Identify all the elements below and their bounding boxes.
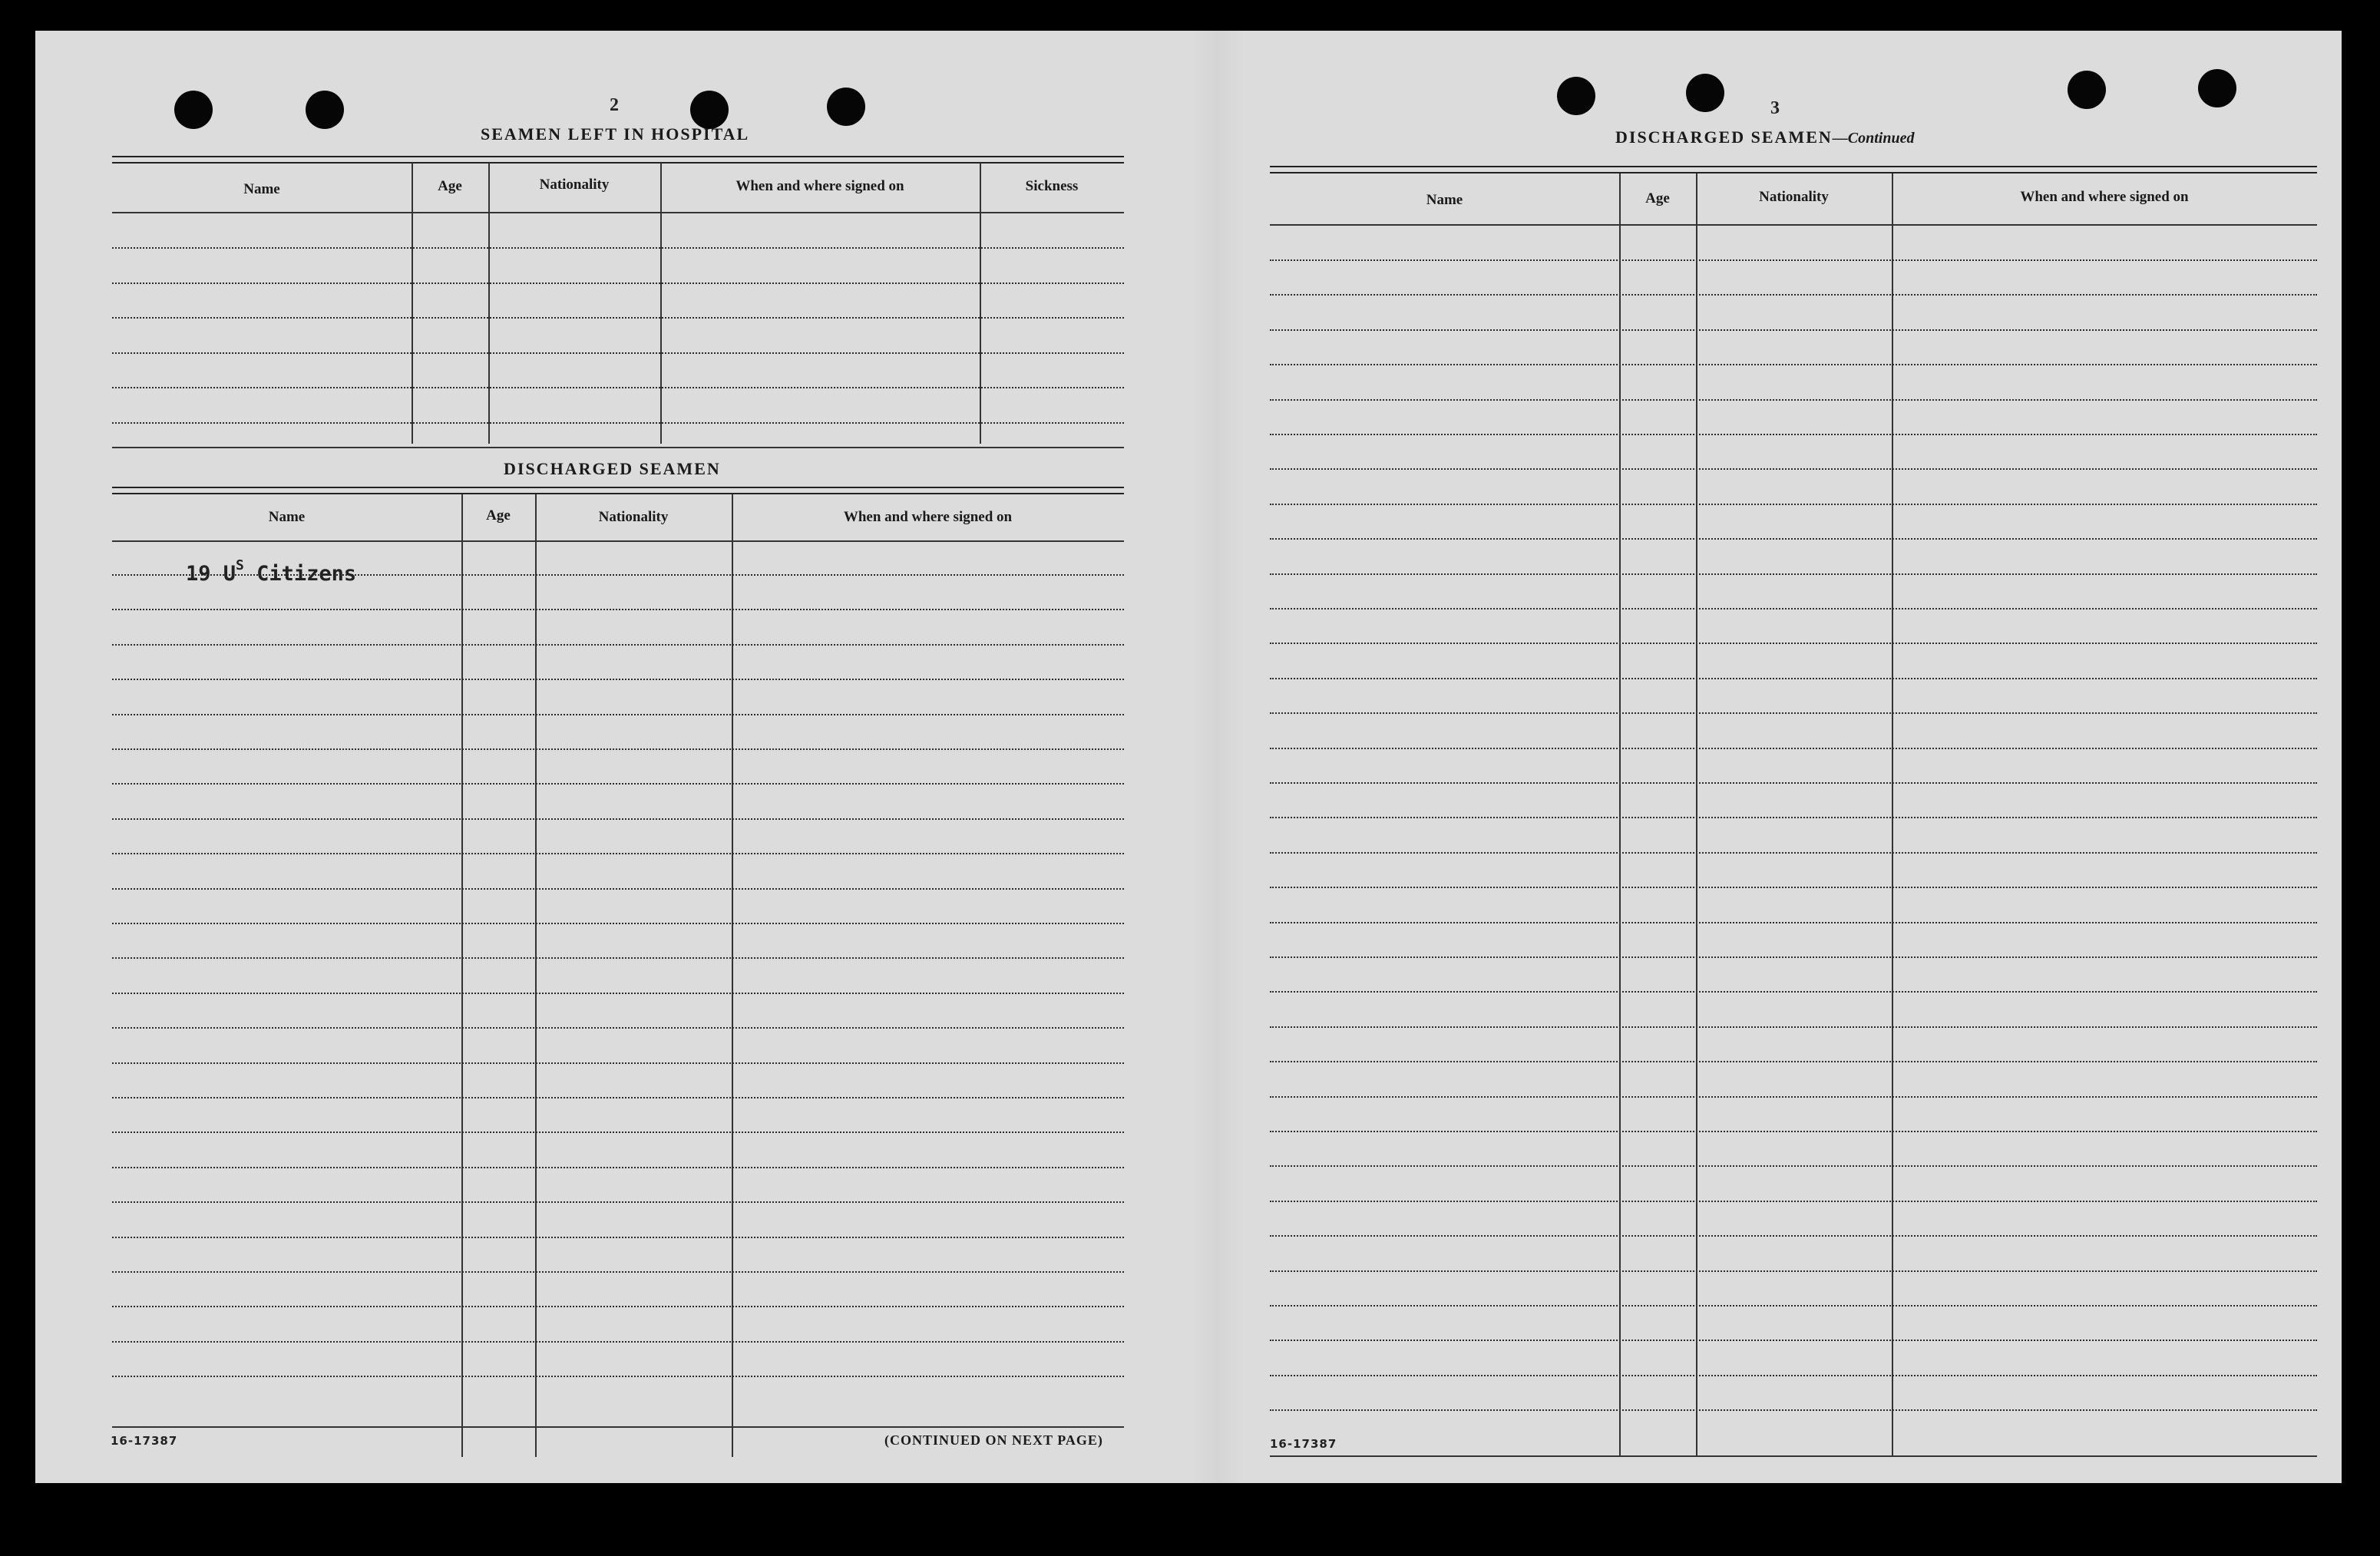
- ruled-line: [112, 714, 1124, 715]
- double-rule: [112, 487, 1124, 494]
- ruled-line: [112, 1131, 1124, 1133]
- ruled-line: [1270, 678, 2317, 679]
- ruled-line: [1270, 504, 2317, 505]
- ruled-line: [1270, 259, 2317, 261]
- ruled-line: [1270, 1165, 2317, 1167]
- ruled-line: [1270, 294, 2317, 296]
- ruled-line: [112, 853, 1124, 854]
- bottom-rule: [112, 1426, 1124, 1428]
- column-divider: [980, 163, 981, 444]
- ruled-line: [112, 247, 1124, 249]
- ruled-line: [1270, 1270, 2317, 1272]
- column-divider: [732, 494, 733, 1457]
- punch-hole: [2198, 69, 2236, 107]
- ruled-line: [112, 422, 1124, 424]
- ruled-line: [112, 1271, 1124, 1273]
- column-divider: [461, 494, 463, 1457]
- section-title-discharged: DISCHARGED SEAMEN: [504, 459, 721, 478]
- punch-hole: [1557, 77, 1595, 115]
- ruled-line: [1270, 852, 2317, 854]
- page-gutter: [1191, 31, 1245, 1483]
- form-number: 16-17387: [111, 1434, 178, 1448]
- ruled-line: [112, 1097, 1124, 1098]
- ruled-line: [112, 1201, 1124, 1203]
- column-divider: [535, 494, 537, 1457]
- section-title-discharged-continued: DISCHARGED SEAMEN—Continued: [1615, 127, 1915, 147]
- ruled-line: [1270, 643, 2317, 644]
- column-divider: [412, 163, 413, 444]
- ruled-line: [1270, 817, 2317, 818]
- ruled-line: [112, 957, 1124, 959]
- double-rule: [1270, 166, 2317, 173]
- punch-hole: [174, 91, 213, 129]
- col-header-age: Age: [486, 507, 511, 524]
- col-header-sickness: Sickness: [1025, 178, 1079, 194]
- ruled-line: [1270, 782, 2317, 784]
- ruled-line: [1270, 1131, 2317, 1132]
- ruled-line: [112, 1341, 1124, 1343]
- ruled-line: [112, 1062, 1124, 1064]
- form-number: 16-17387: [1270, 1437, 1337, 1451]
- col-header-name: Name: [268, 509, 306, 525]
- ruled-line: [1270, 468, 2317, 470]
- col-header-age: Age: [1645, 190, 1670, 206]
- punch-hole: [1686, 74, 1724, 112]
- ruled-line: [112, 1027, 1124, 1029]
- col-header-signed-on: When and where signed on: [735, 178, 904, 194]
- col-header-nationality: Nationality: [1759, 189, 1829, 205]
- ruled-line: [1270, 1409, 2317, 1411]
- column-divider: [660, 163, 662, 444]
- ruled-line: [112, 282, 1124, 284]
- ruled-line: [1270, 329, 2317, 331]
- ruled-line: [1270, 538, 2317, 540]
- ruled-line: [112, 993, 1124, 994]
- column-divider: [1892, 173, 1893, 1457]
- ruled-line: [1270, 364, 2317, 365]
- ruled-line: [112, 923, 1124, 924]
- ruled-line: [112, 748, 1124, 750]
- ruled-line: [112, 1376, 1124, 1377]
- page-number: 3: [1770, 98, 1780, 118]
- ruled-line: [112, 1237, 1124, 1238]
- punch-hole: [827, 88, 865, 126]
- punch-hole: [690, 91, 729, 129]
- ruled-line: [1270, 1305, 2317, 1307]
- ruled-line: [112, 818, 1124, 820]
- ruled-line: [1270, 748, 2317, 749]
- col-header-name: Name: [243, 181, 280, 197]
- ruled-line: [112, 888, 1124, 890]
- ruled-line: [112, 609, 1124, 610]
- double-rule: [112, 156, 1124, 164]
- ruled-line: [1270, 1096, 2317, 1098]
- ruled-line: [112, 387, 1124, 388]
- ruled-line: [112, 352, 1124, 354]
- col-header-signed-on: When and where signed on: [843, 509, 1013, 525]
- column-divider: [488, 163, 490, 444]
- col-header-signed-on: When and where signed on: [2020, 189, 2189, 205]
- ruled-line: [1270, 1375, 2317, 1376]
- ruled-line: [112, 1306, 1124, 1307]
- ruled-line: [1270, 1340, 2317, 1341]
- ruled-line: [112, 679, 1124, 680]
- ruled-line: [1270, 1235, 2317, 1237]
- ruled-line: [1270, 608, 2317, 610]
- punch-hole: [306, 91, 344, 129]
- ruled-line: [1270, 573, 2317, 575]
- ruled-line: [1270, 1201, 2317, 1202]
- ruled-line: [1270, 922, 2317, 923]
- ruled-line: [1270, 991, 2317, 993]
- handwritten-entry: 19 $U^S$ Citizens: [186, 557, 357, 586]
- section-rule: [112, 447, 1124, 448]
- header-rule: [112, 212, 1124, 213]
- section-title-hospital: SEAMEN LEFT IN HOSPITAL: [481, 124, 750, 144]
- bottom-rule: [1270, 1455, 2317, 1457]
- ruled-line: [1270, 712, 2317, 714]
- scanned-document: [35, 31, 2342, 1483]
- ruled-line: [1270, 1061, 2317, 1062]
- column-divider: [1619, 173, 1621, 1457]
- ruled-line: [1270, 434, 2317, 435]
- col-header-age: Age: [438, 178, 462, 194]
- ruled-line: [1270, 956, 2317, 958]
- col-header-name: Name: [1426, 192, 1463, 208]
- ruled-line: [1270, 399, 2317, 401]
- ruled-line: [112, 1167, 1124, 1168]
- ruled-line: [112, 317, 1124, 319]
- header-rule: [1270, 224, 2317, 226]
- punch-hole: [2068, 71, 2106, 109]
- ruled-line: [1270, 887, 2317, 888]
- ruled-line: [1270, 1026, 2317, 1028]
- ruled-line: [112, 644, 1124, 646]
- col-header-nationality: Nationality: [539, 177, 610, 193]
- header-rule: [112, 540, 1124, 542]
- continued-note: (CONTINUED ON NEXT PAGE): [884, 1432, 1103, 1448]
- column-divider: [1696, 173, 1697, 1457]
- col-header-nationality: Nationality: [598, 509, 669, 525]
- page-number: 2: [610, 95, 619, 115]
- ruled-line: [112, 783, 1124, 785]
